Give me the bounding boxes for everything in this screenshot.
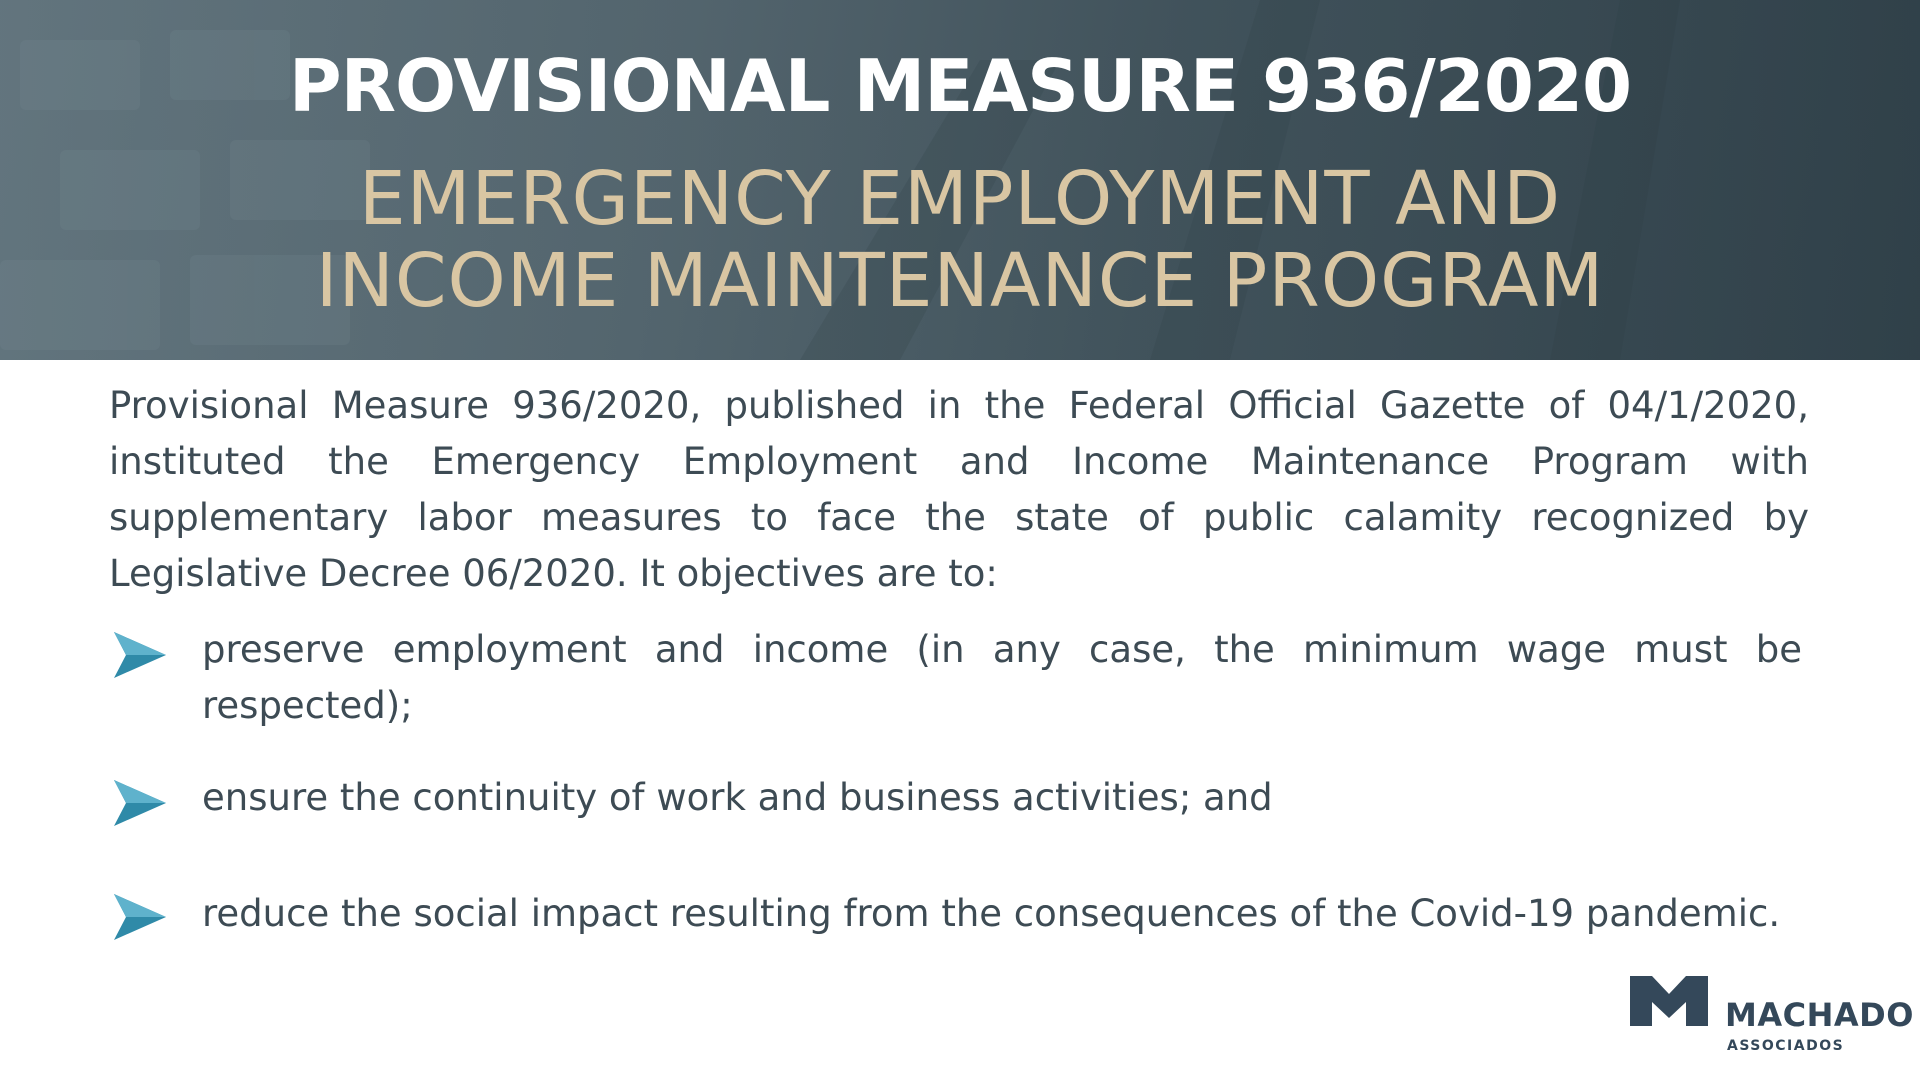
machado-m-logo-icon bbox=[1630, 976, 1708, 1026]
intro-paragraph: Provisional Measure 936/2020, published in the Federal Official Gazette of 04/1/2020, instituted the Emergency Employment and Income Maintenance Program with supplementary labor measures to face the state of public calamity recognized by Legislative Decree 06/2020. It objectives are to: bbox=[109, 384, 1809, 595]
chevron-arrow-icon bbox=[114, 894, 166, 940]
bullet-item bbox=[114, 622, 1814, 742]
bullet-text: reduce the social impact resulting from the consequences of the Covid-19 pandemic. bbox=[202, 892, 1781, 935]
subtitle-line-2: INCOME MAINTENANCE PROGRAM bbox=[315, 238, 1605, 324]
page-title: PROVISIONAL MEASURE 936/2020 bbox=[288, 44, 1632, 128]
logo-subtitle: ASSOCIADOS bbox=[1727, 1038, 1845, 1054]
page-subtitle bbox=[0, 158, 1920, 322]
machado-associados-logo bbox=[1630, 976, 1914, 1056]
header-banner bbox=[0, 0, 1920, 360]
subtitle-line-1: EMERGENCY EMPLOYMENT AND bbox=[358, 156, 1562, 242]
logo-name: MACHADO bbox=[1725, 996, 1914, 1034]
bullet-text: ensure the continuity of work and business activities; and bbox=[202, 776, 1273, 819]
bullet-item bbox=[114, 886, 1814, 1006]
bullet-text: preserve employment and income (in any case, the minimum wage must be respected); bbox=[202, 628, 1802, 727]
chevron-arrow-icon bbox=[114, 780, 166, 826]
bullet-item bbox=[114, 770, 1814, 890]
chevron-arrow-icon bbox=[114, 632, 166, 678]
